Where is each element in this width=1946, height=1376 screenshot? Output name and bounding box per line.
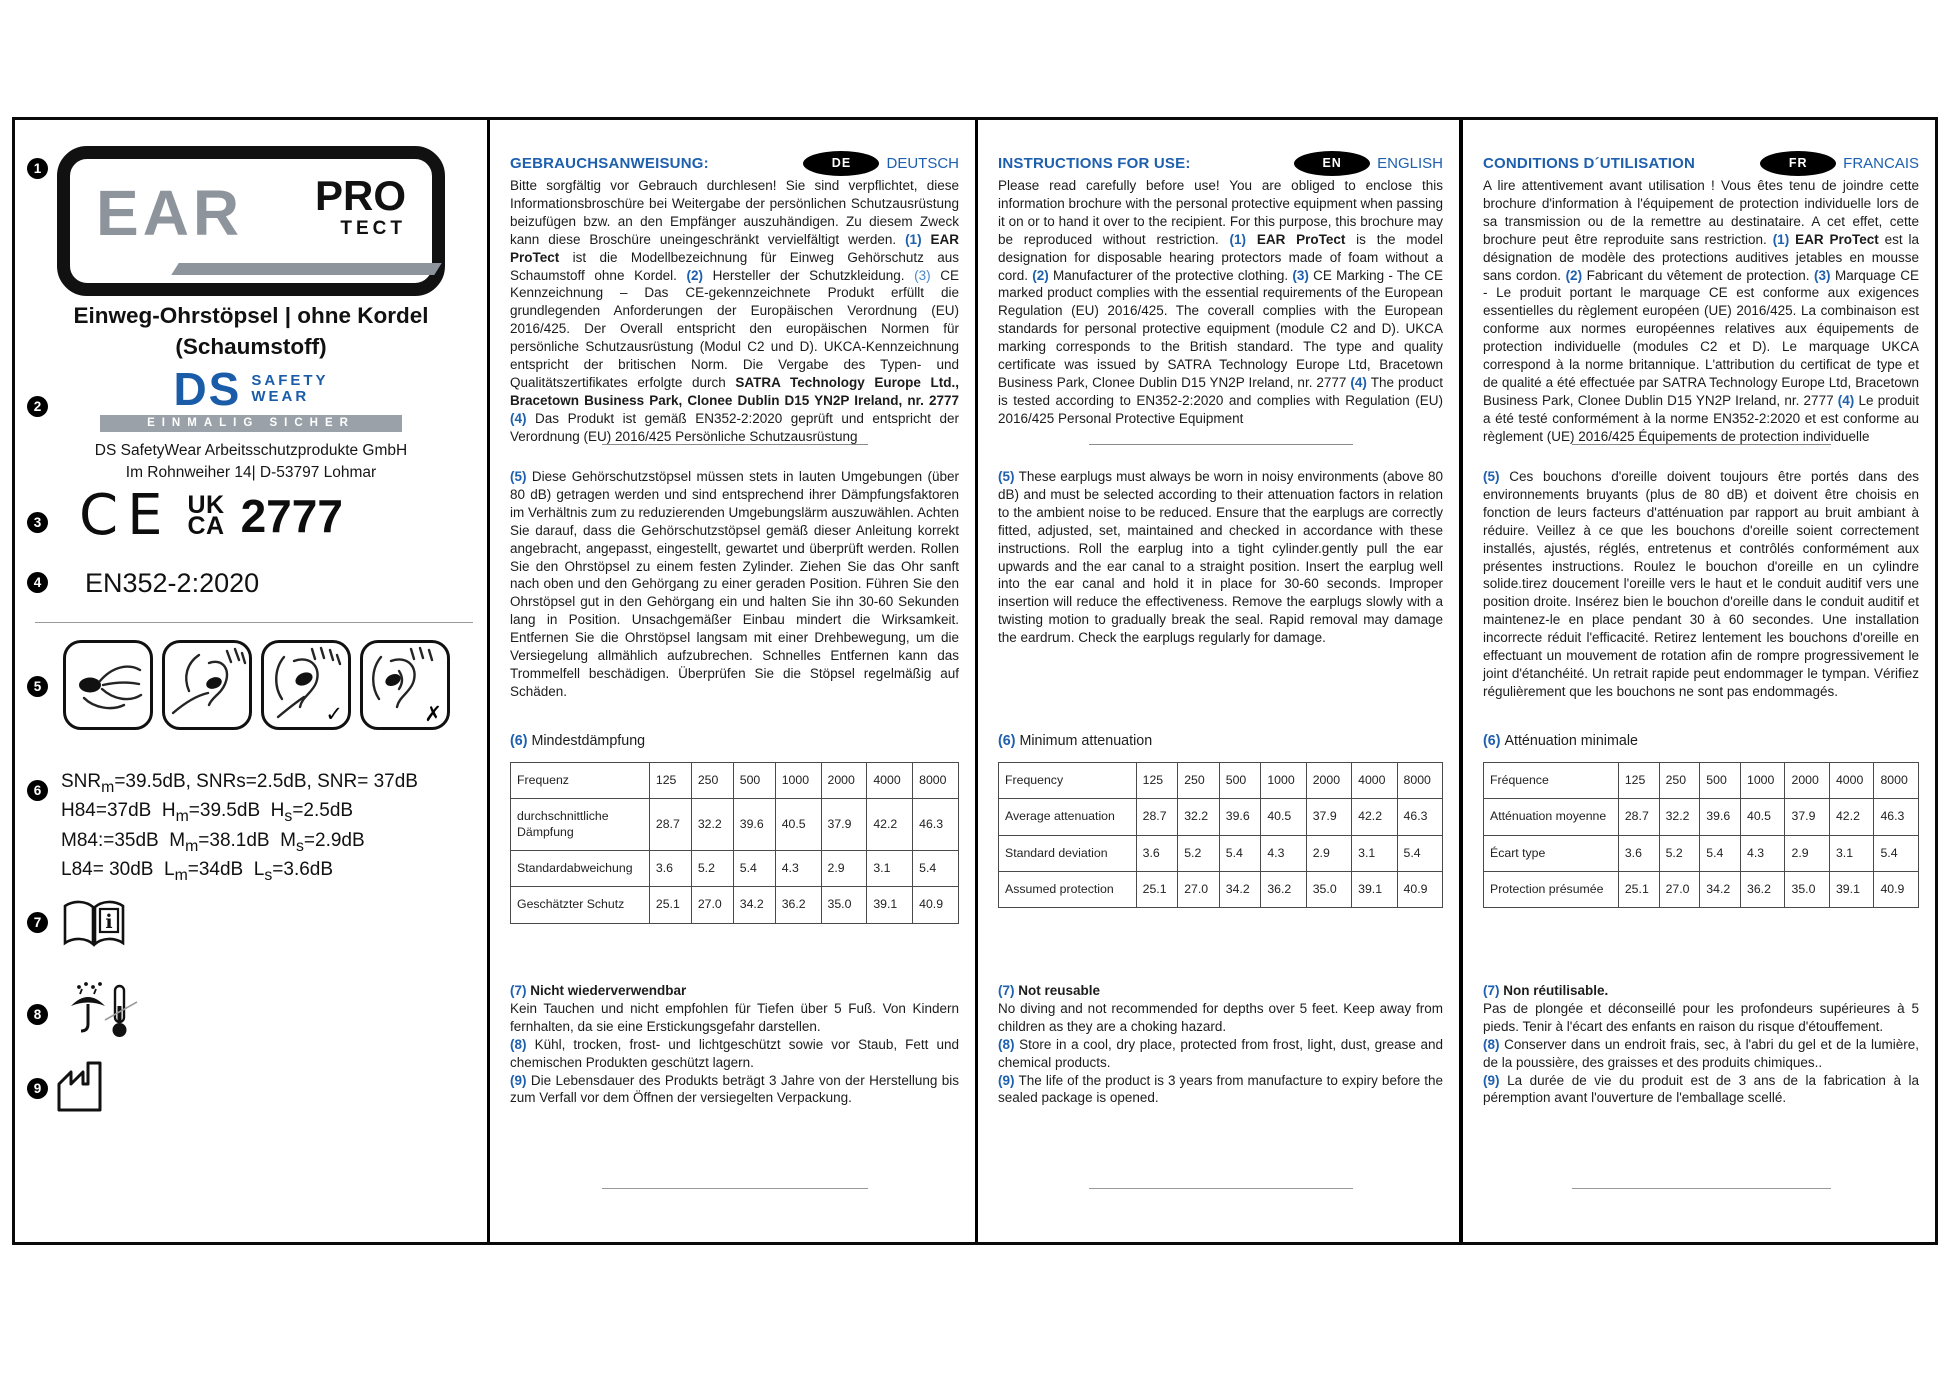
language-badge-en: EN — [1294, 151, 1370, 176]
table-cell: 36.2 — [1261, 872, 1306, 908]
table-cell: 46.3 — [1397, 799, 1442, 835]
logo-underline-bar — [171, 263, 441, 275]
snr-line-3: M84:=35dB $M_m=38.1dB$ $M_s=2.9dB$ — [61, 829, 365, 855]
marker-6: 6 — [27, 780, 48, 801]
ds-logo-banner: EINMALIG SICHER — [100, 415, 402, 432]
table-cell: Frequenz — [511, 763, 650, 799]
divider — [602, 1188, 869, 1189]
not-reusable-text-en: No diving and not recommended for depths over 5 feet. Keep away from children as they are a choking hazard. — [998, 1000, 1443, 1034]
logo-tect-text: TECT — [340, 218, 406, 239]
notes-block-de — [510, 982, 959, 1107]
not-reusable-text-fr: Pas de plongée et déconseillé pour les profondeurs supérieures à 5 pieds. Tenir à l'écart des enfants en raison du risque d'étouffement. — [1483, 1000, 1919, 1034]
table-cell: 500 — [733, 763, 775, 799]
table-cell: 34.2 — [1700, 872, 1741, 908]
divider — [1089, 1188, 1354, 1189]
keep-dry-temperature-icon — [67, 980, 143, 1051]
table-cell: 5.4 — [1397, 835, 1442, 871]
section-heading-fr: CONDITIONS D´UTILISATION — [1483, 155, 1696, 172]
table-row — [511, 887, 959, 923]
table-cell: 2.9 — [821, 851, 867, 887]
table-cell: 250 — [1659, 763, 1700, 799]
table-cell: 28.7 — [1136, 799, 1178, 835]
intro-paragraph-fr: A lire attentivement avant utilisation ! Vous êtes tenu de joindre cette brochure d'information à l'équipement de protection individuelle lors de sa transmission ou de la remettre au destinataire. A cet effet, cette brochure peut être reproduite sans restriction. (1) EAR ProTect est la désignation de modèle des protections auditives jetables en mousse sans cordon. (2) Fabricant du vêtement de protection. (3) Marquage CE - Le produit portant le marquage CE est conforme aux exigences essentielles du règlement européen (UE) 2016/425. La combinaison est conforme aux normes européennes relatives aux équipements de protection individuelle (modules C2 et D). Le marquage UKCA correspond à la norme britannique. L'attribution du certificat de type et de qualité a été effectuée par SATRA Technology Europe Ltd, Bracetown Business Park, Clonee Dublin D15 YN2P Ireland, nr. 2777 (4) Le produit a été testé conformément à la norme EN352-2:2020 et est conforme au règlement (UE) 2016/425 Équipements de protection individuelle — [1483, 178, 1920, 444]
company-name: DS SafetyWear Arbeitsschutzprodukte GmbH — [94, 442, 408, 459]
table-cell: 25.1 — [649, 887, 691, 923]
pictogram-roll-earplug — [63, 640, 153, 730]
earprotect-logo — [57, 146, 445, 296]
attenuation-table-de — [510, 762, 959, 924]
roll-earplug-icon — [66, 643, 149, 726]
marker-2: 2 — [27, 396, 48, 417]
table-cell: 3.1 — [867, 851, 913, 887]
table-cell: 250 — [691, 763, 733, 799]
marker-4: 4 — [27, 572, 48, 593]
table-cell: 125 — [1136, 763, 1178, 799]
table-cell: 8000 — [1397, 763, 1442, 799]
divider — [1572, 444, 1832, 445]
intro-paragraph-en: Please read carefully before use! You are obliged to enclose this information brochure with the personal protective equipment when passing it on or to hand it over to the recipient. For this purpose, this brochure may be reproduced without restriction. (1) EAR ProTect is the model designation for disposable hearing protectors made of foam without a cord. (2) Manufacturer of the protective clothing. (3) CE Marking - The CE marked product complies with the essential requirements of the European Regulation (EU) 2016/425. The coverall complies with the European standards for personal protective equipment (module C2 and D). UKCA marking corresponds to the British standard. The type and quality certificate was issued by SATRA Technology Europe Ltd, Bracetown Business Park, Clonee Dublin D15 YN2P Ireland, nr. 2777 (4) The product is tested according to EN352-2:2020 and complies with Regulation (EU) 2016/425 Personal Protective Equipment — [998, 178, 1444, 426]
table-cell: 40.9 — [1874, 872, 1919, 908]
table-cell: 125 — [1618, 763, 1659, 799]
table-cell: 42.2 — [1352, 799, 1397, 835]
divider — [602, 444, 869, 445]
storage-note-fr: (8) Conserver dans un endroit frais, sec, à l'abri du gel et de la lumière, de la poussière, des graisses et des produits chimiques.. — [1483, 1036, 1919, 1070]
logo-pro-text: PRO — [314, 172, 406, 219]
standard-reference: EN352-2:2020 — [85, 568, 260, 598]
pictogram-pull-ear — [162, 640, 252, 730]
usage-paragraph-de: (5) Diese Gehörschutzstöpsel müssen stets in lauten Umgebungen (über 80 dB) getragen werden und sind entsprechend ihrer Dämpfungsfaktoren im Verhältnis zum zu reduzierenden Umgebungslärm auszuwählen. Achten Sie darauf, dass die Gehörschutzstöpsel gemäß dieser Anleitung korrekt angebracht, angepasst, eingestellt, gewartet und überprüft werden. Rollen Sie den Ohrstöpsel zu einem festen Zylinder. Ziehen Sie das Ohr sanft nach oben und den Gehörgang zu einer geraden Position. Führen Sie den Ohrstöpsel gut in den Gehörgang ein und halten Sie ihn 30-60 Sekunden lang in Position. Unsachgemäßer Einbau mindert die Wirksamkeit. Entfernen Sie die Ohrstöpsel langsam mit einer Drehbewegung, um die Versiegelung allmählich aufzubrechen. Schnelles Entfernen kann das Trommelfell beschädigen. Überprüfen Sie die Stöpsel regelmäßig auf Schäden. — [510, 469, 960, 699]
attenuation-label-en: (6) Minimum attenuation — [998, 733, 1153, 749]
marker-8: 8 — [27, 1004, 48, 1025]
ukca-mark — [187, 491, 225, 540]
snr-values — [61, 770, 418, 887]
table-cell: 40.9 — [1397, 872, 1442, 908]
logo-ear-text: EAR — [96, 177, 244, 249]
table-cell: 27.0 — [691, 887, 733, 923]
table-cell: 36.2 — [1741, 872, 1785, 908]
table-cell: 25.1 — [1136, 872, 1178, 908]
column-header-de — [510, 151, 959, 176]
section-heading-de: GEBRAUCHSANWEISUNG: — [510, 155, 709, 172]
lifetime-note-en: (9) The life of the product is 3 years from manufacture to expiry before the sealed package is opened. — [998, 1072, 1444, 1106]
ce-mark: CE — [79, 483, 172, 548]
ds-logo-initials: DS — [173, 363, 242, 415]
divider — [1089, 444, 1354, 445]
not-reusable-title-de: (7) Nicht wiederverwendbar — [510, 983, 687, 998]
table-cell: Assumed protection — [999, 872, 1137, 908]
notified-body-number: 2777 — [240, 490, 343, 542]
table-row — [999, 763, 1443, 799]
column-branding — [15, 120, 487, 1242]
table-cell: 5.2 — [1659, 835, 1700, 871]
table-cell: 32.2 — [1178, 799, 1220, 835]
table-cell: 4000 — [1829, 763, 1873, 799]
table-row — [1484, 872, 1919, 908]
table-row — [1484, 799, 1919, 835]
column-english — [975, 120, 1459, 1242]
table-cell: 35.0 — [1785, 872, 1829, 908]
cross-mark: ✗ — [424, 703, 442, 726]
table-row — [999, 835, 1443, 871]
table-cell: 42.2 — [1829, 799, 1873, 835]
table-cell: 35.0 — [821, 887, 867, 923]
table-cell: 8000 — [913, 763, 959, 799]
table-cell: 3.6 — [649, 851, 691, 887]
table-cell: 125 — [649, 763, 691, 799]
table-cell: 4.3 — [775, 851, 821, 887]
language-name-en: ENGLISH — [1377, 155, 1443, 172]
table-row — [999, 799, 1443, 835]
table-cell: 5.4 — [733, 851, 775, 887]
not-reusable-title-en: (7) Not reusable — [998, 983, 1101, 998]
lifetime-note-fr: (9) La durée de vie du produit est de 3 ans de la fabrication à la péremption avant l'ouverture de l'emballage scellé. — [1483, 1072, 1920, 1106]
product-title-line2: (Schaumstoff) — [175, 334, 327, 359]
table-cell: 35.0 — [1306, 872, 1351, 908]
column-header-fr — [1483, 151, 1919, 176]
table-cell: 2000 — [1306, 763, 1351, 799]
storage-note-en: (8) Store in a cool, dry place, protected from frost, light, dust, grease and chemical products. — [998, 1036, 1444, 1070]
table-cell: Standardabweichung — [511, 851, 650, 887]
column-header-en — [998, 151, 1443, 176]
table-cell: 32.2 — [1659, 799, 1700, 835]
marker-1: 1 — [27, 158, 48, 179]
usage-paragraph-en: (5) These earplugs must always be worn in noisy environments (above 80 dB) and must be selected according to their attenuation factors in relation to the ambient noise to be reduced. Ensure that the earplugs are correctly fitted, adjusted, set, maintained and checked in accordance with these instructions. Roll the earplug into a tight cylinder.gently pull the ear upwards and the ear canal to a straight position. Insert the earplug well into the ear canal and hold it in place for 30-60 seconds. Improper insertion will reduce the effectiveness. Remove the earplugs slowly with a twisting motion to gradually break the seal. Rapid removal may damage the eardrum. Check the earplugs regularly for damage. — [998, 469, 1443, 646]
table-cell: 37.9 — [821, 799, 867, 851]
language-name-fr: FRANCAIS — [1843, 155, 1919, 172]
table-cell: 34.2 — [1219, 872, 1261, 908]
table-cell: 36.2 — [775, 887, 821, 923]
ds-safetywear-logo — [15, 363, 487, 432]
lifetime-note-de: (9) Die Lebensdauer des Produkts beträgt 3 Jahre von der Herstellung bis zum Verfall vor dem Öffnen der versiegelten Verpackung. — [510, 1072, 960, 1106]
notes-block-en — [998, 982, 1443, 1107]
table-cell: 32.2 — [691, 799, 733, 851]
table-cell: 4000 — [867, 763, 913, 799]
usage-paragraph-fr: (5) Ces bouchons d'oreille doivent toujours être portés dans des environnements bruyants (plus de 80 dB) et doivent être choisis en fonction de leurs facteurs d'atténuation par rapport au bruit ambiant à réduire. Veillez à ce que les bouchons d'oreille soient correctement installés, ajustés, réglés, entretenus et contrôlés conformément aux présentes instructions. Roulez le bouchon d'oreille en un cylindre solide.tirez doucement l'oreille vers le haut et le conduit auditif vers une position droite. Insérez bien le bouchon d'oreille dans le conduit auditif et maintenez-le en place pendant 30 à 60 secondes. Une installation incorrecte réduit l'efficacité. Retirez lentement les bouchons d'oreille en effectuant un mouvement de rotation afin de rompre progressivement le joint d'étanchéité. Un retrait rapide peut endommager le tympan. Vérifiez régulièrement que les bouchons ne sont pas endommagés. — [1483, 469, 1919, 699]
attenuation-table-en — [998, 762, 1443, 908]
table-cell: Average attenuation — [999, 799, 1137, 835]
table-cell: 4.3 — [1261, 835, 1306, 871]
table-cell: Atténuation moyenne — [1484, 799, 1619, 835]
table-cell: Fréquence — [1484, 763, 1619, 799]
language-badge-de: DE — [803, 151, 879, 176]
table-cell: 39.1 — [867, 887, 913, 923]
table-cell: 250 — [1178, 763, 1220, 799]
table-cell: 5.4 — [913, 851, 959, 887]
table-cell: 5.4 — [1700, 835, 1741, 871]
pictogram-insert-wrong — [360, 640, 450, 730]
table-row — [1484, 835, 1919, 871]
pull-ear-icon — [165, 643, 248, 726]
storage-note-de: (8) Kühl, trocken, frost- und lichtgeschützt sowie vor Staub, Fett und chemischen Produkten geschützt lagern. — [510, 1036, 959, 1070]
table-row — [511, 763, 959, 799]
language-name-de: DEUTSCH — [886, 155, 959, 172]
table-cell: 28.7 — [649, 799, 691, 851]
notes-block-fr — [1483, 982, 1919, 1107]
svg-text:i: i — [105, 911, 113, 933]
table-cell: Écart type — [1484, 835, 1619, 871]
divider — [35, 622, 473, 623]
table-cell: Frequency — [999, 763, 1137, 799]
table-cell: 2000 — [821, 763, 867, 799]
table-cell: 1000 — [1741, 763, 1785, 799]
ds-logo-safety: SAFETY — [251, 372, 329, 389]
table-row — [1484, 763, 1919, 799]
table-cell: 5.4 — [1874, 835, 1919, 871]
table-cell: 40.5 — [1741, 799, 1785, 835]
table-cell: 37.9 — [1785, 799, 1829, 835]
leaflet-sheet — [12, 117, 1938, 1245]
table-cell: 3.1 — [1352, 835, 1397, 871]
table-cell: 46.3 — [1874, 799, 1919, 835]
column-german — [487, 120, 975, 1242]
attenuation-label-fr: (6) Atténuation minimale — [1483, 733, 1638, 749]
table-cell: 2000 — [1785, 763, 1829, 799]
table-cell: 27.0 — [1178, 872, 1220, 908]
divider — [1572, 1188, 1832, 1189]
table-cell: Geschätzter Schutz — [511, 887, 650, 923]
table-cell: 42.2 — [867, 799, 913, 851]
table-cell: 27.0 — [1659, 872, 1700, 908]
table-cell: 2.9 — [1785, 835, 1829, 871]
not-reusable-title-fr: (7) Non réutilisable. — [1483, 983, 1609, 998]
table-cell: 500 — [1219, 763, 1261, 799]
table-row — [511, 799, 959, 851]
table-cell: 500 — [1700, 763, 1741, 799]
table-cell: 4.3 — [1741, 835, 1785, 871]
table-cell: Protection présumée — [1484, 872, 1619, 908]
table-cell: 25.1 — [1618, 872, 1659, 908]
attenuation-label-de: (6) Mindestdämpfung — [510, 733, 646, 749]
language-badge-fr: FR — [1760, 151, 1836, 176]
table-cell: 4000 — [1352, 763, 1397, 799]
table-cell: 2.9 — [1306, 835, 1351, 871]
ds-logo-wear: WEAR — [251, 388, 310, 405]
table-cell: durchschnittliche Dämpfung — [511, 799, 650, 851]
table-cell: 40.9 — [913, 887, 959, 923]
pictogram-insert-correct — [261, 640, 351, 730]
table-cell: 39.6 — [1219, 799, 1261, 835]
table-cell: 8000 — [1874, 763, 1919, 799]
table-cell: 34.2 — [733, 887, 775, 923]
table-cell: 40.5 — [775, 799, 821, 851]
table-cell: 40.5 — [1261, 799, 1306, 835]
usage-pictograms — [63, 640, 450, 730]
check-mark: ✓ — [325, 703, 343, 726]
snr-line-2: H84=37dB $H_m=39.5dB$ $H_s=2.5dB$ — [61, 800, 354, 826]
certification-marks — [79, 483, 343, 548]
table-cell: 39.6 — [1700, 799, 1741, 835]
table-cell: 3.6 — [1136, 835, 1178, 871]
table-cell: 3.6 — [1618, 835, 1659, 871]
column-french — [1459, 120, 1935, 1242]
read-instructions-icon — [61, 898, 127, 957]
marker-9: 9 — [27, 1078, 48, 1099]
snr-line-4: L84= 30dB $L_m=34dB$ $L_s=3.6dB$ — [61, 858, 334, 884]
table-cell: 37.9 — [1306, 799, 1351, 835]
table-cell: 1000 — [1261, 763, 1306, 799]
table-cell: 46.3 — [913, 799, 959, 851]
not-reusable-text-de: Kein Tauchen und nicht empfohlen für Tiefen über 5 Fuß. Von Kindern fernhalten, da sie eine Erstickungsgefahr darstellen. — [510, 1000, 959, 1034]
marker-7: 7 — [27, 912, 48, 933]
manufacturer-factory-icon — [55, 1058, 117, 1119]
table-cell: 39.1 — [1352, 872, 1397, 908]
marker-5: 5 — [27, 676, 48, 697]
table-cell: 1000 — [775, 763, 821, 799]
table-cell: 39.1 — [1829, 872, 1873, 908]
table-row — [999, 872, 1443, 908]
table-cell: 5.2 — [1178, 835, 1220, 871]
table-cell: 3.1 — [1829, 835, 1873, 871]
table-row — [511, 851, 959, 887]
snr-line-1: $SNR_m=39.5dB$, SNRs=2.5dB, SNR= 37dB — [61, 771, 418, 796]
product-title-line1: Einweg-Ohrstöpsel | ohne Kordel — [73, 303, 429, 328]
marker-3: 3 — [27, 512, 48, 533]
product-title — [15, 300, 487, 362]
ukca-bottom: CA — [187, 512, 225, 540]
table-cell: 28.7 — [1618, 799, 1659, 835]
ukca-top: UK — [187, 491, 225, 519]
table-cell: 5.2 — [691, 851, 733, 887]
company-address: Im Rohnweiher 14| D-53797 Lohmar — [125, 464, 377, 481]
table-cell: 5.4 — [1219, 835, 1261, 871]
attenuation-table-fr — [1483, 762, 1919, 908]
intro-paragraph-de: Bitte sorgfältig vor Gebrauch durchlesen! Sie sind verpflichtet, diese Informationsbroschüre bei Weitergabe der persönlichen Schutzausrüstung beizufügen bzw. an den Empfänger auszuhändigen. Zu diesem Zweck kann diese Broschüre uneingeschränkt vervielfältigt werden. (1) EAR ProTect ist die Modellbezeichnung für Einweg Gehörschutz aus Schaumstoff ohne Kordel. (2) Hersteller der Schutzkleidung. (3) CE Kennzeichnung – Das CE-gekennzeichnete Produkt erfüllt die grundlegenden Anforderungen der Europäischen Verordnung (EU) 2016/425. Der Overall entspricht den europäischen Normen für persönliche Schutzausrüstung (Modul C2 und D). UKCA-Kennzeichnung entspricht der britischen Norm. Die Vergabe des Typen- und Qualitätszertifikates erfolgte durch SATRA Technology Europe Ltd., Bracetown Business Park, Clonee Dublin D15 YN2P Ireland, nr. 2777 (4) Das Produkt ist gemäß EN352-2:2020 geprüft und entspricht der Verordnung (EU) 2016/425 Persönliche Schutzausrüstung — [510, 178, 960, 444]
section-heading-en: INSTRUCTIONS FOR USE: — [998, 155, 1191, 172]
table-cell: 39.6 — [733, 799, 775, 851]
table-cell: Standard deviation — [999, 835, 1137, 871]
